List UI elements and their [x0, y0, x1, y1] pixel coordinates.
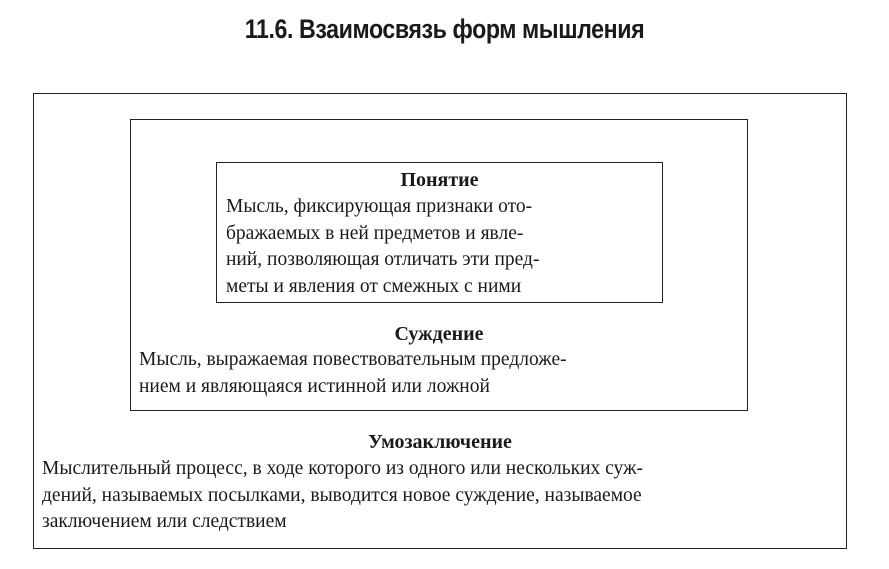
- judgment-line: нием и являющаяся истинной или ложной: [139, 375, 490, 397]
- inference-heading: Умозаключение: [368, 431, 512, 453]
- judgment-heading: Суждение: [394, 323, 484, 345]
- concept-line: меты и явления от смежных с ними: [226, 275, 522, 297]
- concept-line: Мысль, фиксирующая признаки ото-: [226, 196, 533, 217]
- inference-description: [42, 456, 643, 536]
- inference-line: Мыслительный процесс, в ходе которого из одного или нескольких суж-: [42, 458, 643, 479]
- diagram-title: 11.6. Взаимосвязь форм мышления: [244, 14, 645, 44]
- concept-heading: Понятие: [400, 169, 479, 191]
- concept-line: ний, позволяющая отличать эти пред-: [226, 249, 540, 270]
- inference-line: дений, называемых посылками, выводится новое суждение, называемое: [42, 484, 642, 506]
- judgment-description: [139, 347, 567, 400]
- concept-line: бражаемых в ней предметов и явле-: [226, 222, 524, 244]
- concept-description: [226, 194, 539, 300]
- inference-line: заключением или следствием: [42, 511, 287, 532]
- judgment-line: Мысль, выражаемая повествовательным предложе-: [139, 349, 567, 370]
